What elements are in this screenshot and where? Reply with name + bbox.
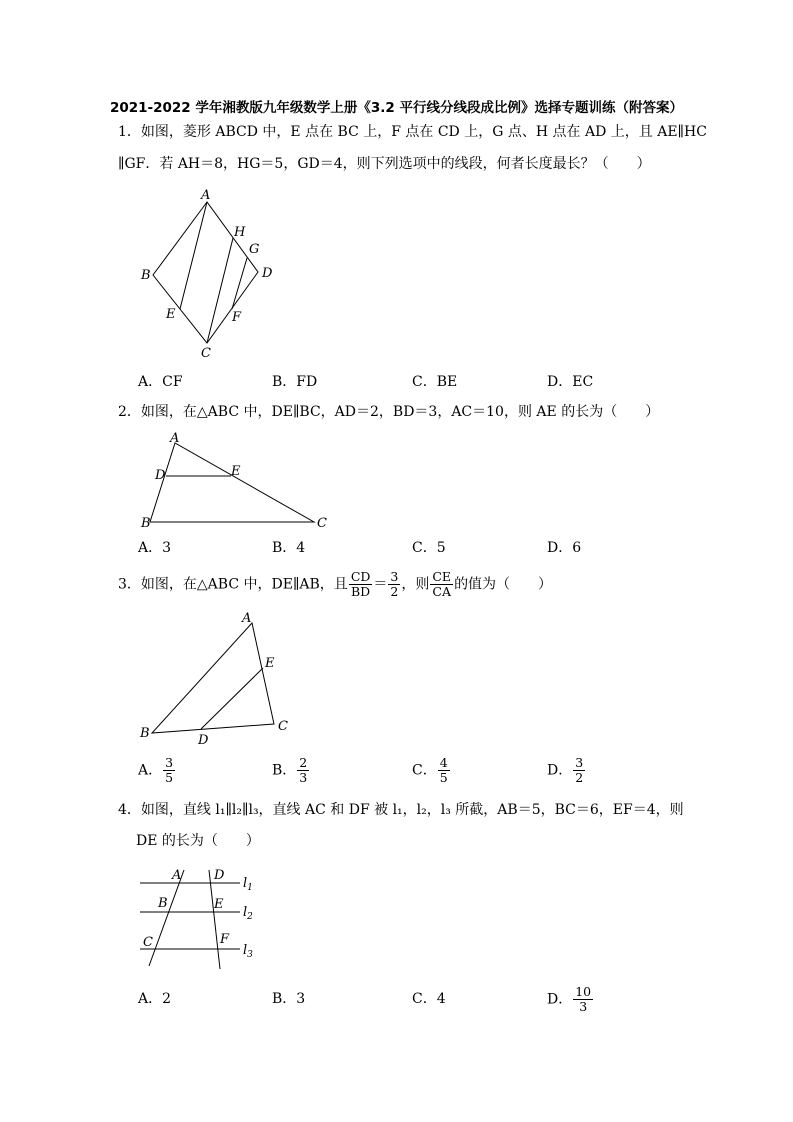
- q1-option-a[interactable]: A．CF: [138, 374, 183, 390]
- q1-stem-line2: ∥GF．若 AH＝8，HG＝5，GD＝4，则下列选项中的线段，何者长度最长？（ ）: [118, 156, 651, 172]
- q4-label-d: D: [214, 868, 225, 883]
- q2-option-b[interactable]: B．4: [272, 540, 306, 556]
- q1-label-h: H: [234, 225, 246, 240]
- q1-label-e: E: [166, 307, 176, 322]
- q4-label-l2-letter: l: [243, 905, 248, 920]
- q3-frac3-den: CA: [432, 584, 451, 599]
- q3-label-c: C: [278, 719, 288, 734]
- q4-option-c[interactable]: C．4: [412, 991, 446, 1007]
- q3-stem-prefix: 3．如图，在△ABC 中，DE∥AB，且: [118, 576, 348, 593]
- q1-label-c: C: [201, 346, 211, 361]
- q3-frac3-num: CE: [432, 569, 452, 584]
- q3-option-c-num: 4: [439, 755, 448, 770]
- q3-option-c-letter: C．: [412, 762, 437, 779]
- q4-option-d-num: 10: [575, 984, 592, 999]
- q2-label-b: B: [141, 516, 151, 531]
- q1-label-f: F: [232, 310, 242, 325]
- q3-equals: ＝: [373, 576, 388, 593]
- q2-stem-line1: 2．如图，在△ABC 中，DE∥BC，AD＝2，BD＝3，AC＝10，则 AE 的长为（ ）: [118, 404, 660, 420]
- q4-label-l2: [243, 905, 253, 922]
- q4-option-d-fraction: [573, 985, 593, 1014]
- q4-option-d-den: 3: [579, 999, 588, 1014]
- q4-stem-line2: DE 的长为（ ）: [136, 833, 260, 849]
- q3-option-b-num: 2: [299, 755, 308, 770]
- q2-option-d[interactable]: D．6: [547, 540, 582, 556]
- q3-option-b-den: 3: [299, 770, 308, 785]
- q3-label-a: A: [242, 611, 252, 626]
- q3-stem-mid: ，则: [401, 576, 430, 593]
- q3-option-d-den: 2: [575, 770, 584, 785]
- q1-stem-line1: 1．如图，菱形 ABCD 中，E 点在 BC 上，F 点在 CD 上，G 点、H 点在 AD 上，且 AE∥HC: [118, 124, 707, 140]
- q4-option-d-letter: D．: [547, 991, 573, 1008]
- q3-option-a-num: 3: [165, 755, 174, 770]
- q3-option-d-letter: D．: [547, 762, 573, 779]
- q2-option-c[interactable]: C．5: [412, 540, 446, 556]
- q4-option-d[interactable]: [547, 985, 594, 1014]
- q4-label-l3-letter: l: [243, 943, 248, 958]
- q2-label-c: C: [317, 516, 327, 531]
- q4-stem-line1: 4．如图，直线 l₁∥l₂∥l₃，直线 AC 和 DF 被 l₁，l₂，l₃ 所截，AB＝5，BC＝6，EF＝4，则: [118, 802, 684, 818]
- q4-line-ac: [149, 870, 184, 966]
- q1-label-b: B: [141, 268, 151, 283]
- q2-option-a[interactable]: A．3: [138, 540, 172, 556]
- page-title: 2021-2022 学年湘教版九年级数学上册《3.2 平行线分线段成比例》选择专题训练（附答案）: [109, 100, 684, 116]
- q4-label-l1-sub: 1: [247, 883, 253, 893]
- q3-label-e: E: [265, 656, 275, 671]
- q3-frac2-num: 3: [390, 569, 399, 584]
- q4-label-f: F: [220, 932, 230, 947]
- q4-label-b: B: [158, 896, 168, 911]
- q1-label-d: D: [262, 266, 273, 281]
- q4-label-l2-sub: 2: [247, 912, 253, 922]
- q3-frac1-den: BD: [351, 584, 371, 599]
- q4-label-c: C: [143, 935, 153, 950]
- q4-label-l1-letter: l: [243, 876, 248, 891]
- q3-frac2-den: 2: [390, 584, 399, 599]
- q3-frac1-num: CD: [350, 569, 371, 584]
- q1-label-a: A: [201, 188, 211, 203]
- q1-option-d[interactable]: D．EC: [547, 374, 594, 390]
- q4-label-l1: [243, 876, 253, 893]
- q3-option-a-den: 5: [165, 770, 174, 785]
- q1-label-g: G: [249, 242, 260, 257]
- q4-line-df: [209, 870, 220, 969]
- q3-stem-suffix: 的值为（ ）: [454, 576, 553, 593]
- q3-label-d: D: [198, 733, 209, 748]
- q4-option-a[interactable]: A．2: [138, 991, 172, 1007]
- q3-option-d-num: 3: [575, 755, 584, 770]
- q1-option-b[interactable]: B．FD: [272, 374, 318, 390]
- q2-label-e: E: [231, 464, 241, 479]
- q4-option-b[interactable]: B．3: [272, 991, 306, 1007]
- q4-label-l3: [243, 943, 253, 960]
- q3-option-b-letter: B．: [272, 762, 297, 779]
- q3-option-a-letter: A．: [138, 762, 163, 779]
- q4-label-l3-sub: 3: [247, 950, 253, 960]
- q1-option-c[interactable]: C．BE: [412, 374, 458, 390]
- q3-label-b: B: [140, 726, 150, 741]
- q2-label-d: D: [155, 468, 166, 483]
- q3-option-c-den: 5: [439, 770, 448, 785]
- q4-label-a: A: [172, 868, 182, 883]
- q4-label-e: E: [214, 897, 224, 912]
- q2-label-a: A: [170, 431, 180, 446]
